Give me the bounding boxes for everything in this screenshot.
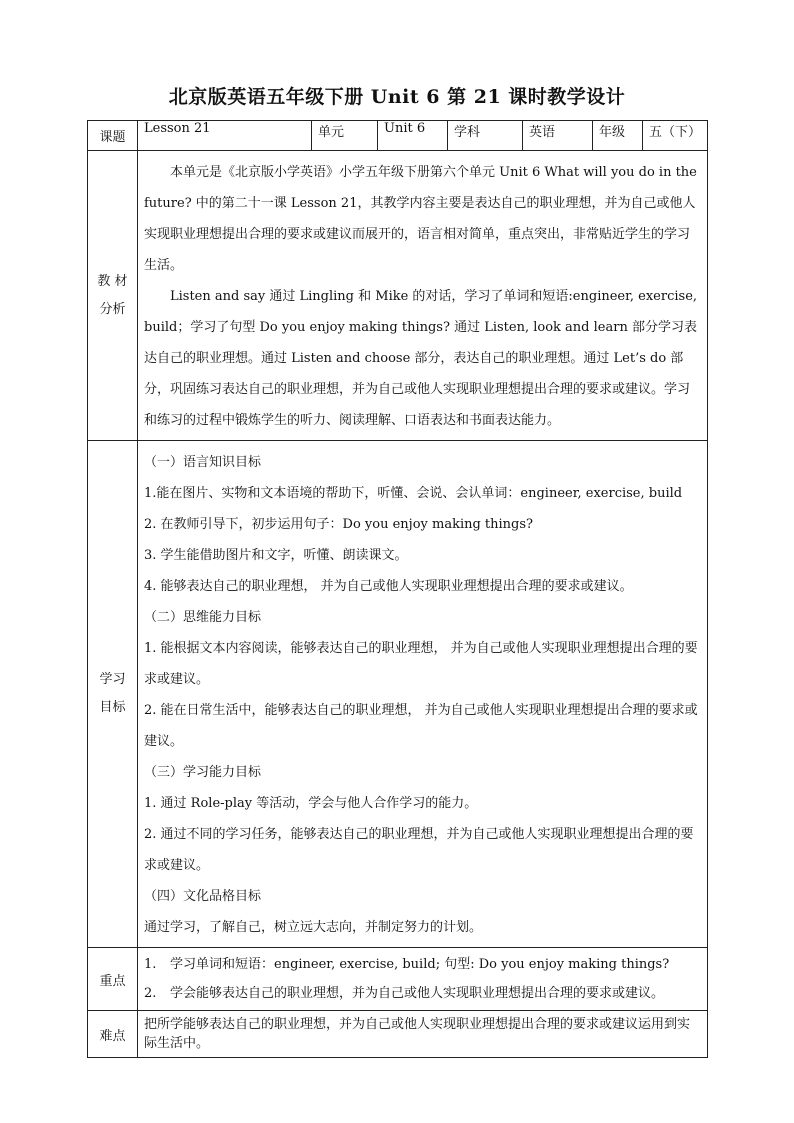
subject-label: 学科 — [448, 121, 523, 151]
objective-item: 2. 能在日常生活中，能够表达自己的职业理想， 并为自己或他人实现职业理想提出合理的要求或建议。 — [144, 703, 698, 749]
analysis-paragraph: 本单元是《北京版小学英语》小学五年级下册第六个单元 Unit 6 What will you do in the future? 中的第二十一课 Lesson 21，其教学内容主要是表达自己的职业理想，并为自己或他人实现职业理想提出合理的要求或建议而展开的，语言相对简单，重点突出，非常贴近学生的学习生活。 — [144, 165, 697, 273]
difficult-points-label: 难点 — [88, 1011, 138, 1058]
topic-value: Lesson 21 — [138, 121, 312, 151]
key-points-row — [88, 948, 708, 1011]
objective-item: 1. 能根据文本内容阅读，能够表达自己的职业理想， 并为自己或他人实现职业理想提出合理的要求或建议。 — [144, 641, 698, 687]
analysis-content — [138, 151, 708, 441]
objectives-content — [138, 441, 708, 948]
analysis-paragraph: Listen and say 通过 Lingling 和 Mike 的对话，学习了单词和短语:engineer, exercise, build；学习了句型 Do you enjoy making things? 通过 Listen, look and learn 部分学习表达自己的职业理想。通过 Listen and choose 部分，表达自己的职业理想。通过 Let’s do 部分，巩固练习表达自己的职业理想，并为自己或他人实现职业理想提出合理的要求或建议。学习和练习的过程中锻炼学生的听力、阅读理解、口语表达和书面表达能力。 — [144, 289, 698, 428]
objectives-row — [88, 441, 708, 948]
key-points-label: 重点 — [88, 948, 138, 1011]
objective-heading: （四）文化品格目标 — [144, 889, 262, 904]
unit-label: 单元 — [312, 121, 378, 151]
objective-heading: （一）语言知识目标 — [144, 455, 262, 470]
analysis-row — [88, 151, 708, 441]
key-points-content — [138, 948, 708, 1011]
objective-item: 3. 学生能借助图片和文字，听懂、朗读课文。 — [144, 548, 408, 563]
key-point-item: 1. 学习单词和短语：engineer, exercise, build; 句型: Do you enjoy making things? — [144, 957, 670, 972]
objective-item: 2. 在教师引导下，初步运用句子：Do you enjoy making things? — [144, 517, 534, 532]
objective-heading: （三）学习能力目标 — [144, 765, 262, 780]
analysis-label: 教 材 分析 — [88, 151, 138, 441]
document-title: 北京版英语五年级下册 Unit 6 第 21 课时教学设计 — [168, 86, 626, 108]
subject-value: 英语 — [523, 121, 593, 151]
objective-item: 4. 能够表达自己的职业理想， 并为自己或他人实现职业理想提出合理的要求或建议。 — [144, 579, 633, 594]
key-point-item: 2. 学会能够表达自己的职业理想，并为自己或他人实现职业理想提出合理的要求或建议。 — [144, 986, 665, 1001]
difficult-points-row — [88, 1011, 708, 1058]
topic-label: 课题 — [88, 121, 138, 151]
unit-value: Unit 6 — [378, 121, 448, 151]
difficult-point-text: 把所学能够表达自己的职业理想，并为自己或他人实现职业理想提出合理的要求或建议运用到实际生活中。 — [144, 1017, 691, 1051]
objective-item: 1. 通过 Role-play 等活动，学会与他人合作学习的能力。 — [144, 796, 478, 811]
grade-value: 五（下） — [643, 121, 708, 151]
lesson-plan-table — [87, 120, 708, 1058]
objective-item: 通过学习，了解自己，树立远大志向，并制定努力的计划。 — [144, 920, 483, 935]
objective-item: 2. 通过不同的学习任务，能够表达自己的职业理想，并为自己或他人实现职业理想提出合理的要求或建议。 — [144, 827, 694, 873]
objective-item: 1.能在图片、实物和文本语境的帮助下，听懂、会说、会认单词：engineer, exercise, build — [144, 486, 683, 501]
difficult-points-content — [138, 1011, 708, 1058]
objectives-label: 学习 目标 — [88, 441, 138, 948]
grade-label: 年级 — [593, 121, 643, 151]
objective-heading: （二）思维能力目标 — [144, 610, 262, 625]
header-row — [88, 121, 708, 151]
